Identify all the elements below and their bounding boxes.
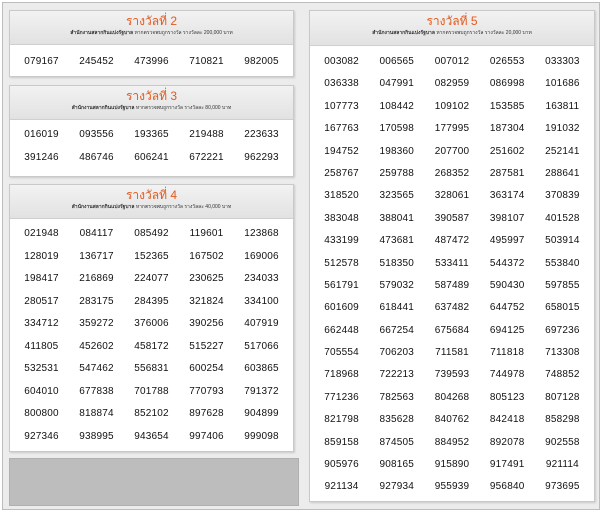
prize5-number: 590430 <box>489 279 525 291</box>
prize3-title: รางวัลที่ 3 <box>125 89 178 103</box>
prize5-number: 884952 <box>434 436 470 448</box>
prize5-number: 662448 <box>324 324 359 336</box>
prize4-number: 600254 <box>189 363 224 374</box>
prize5-number: 858298 <box>545 414 580 426</box>
prize5-number: 927934 <box>379 481 415 493</box>
prize5-number: 821798 <box>324 414 359 426</box>
prize3-number: 606241 <box>134 152 169 163</box>
prize4-number: 603865 <box>244 363 279 374</box>
prize5-number: 804268 <box>434 391 470 403</box>
prize5-number: 268352 <box>434 167 470 179</box>
prize5-number: 252141 <box>545 145 580 157</box>
prize4-number: 283175 <box>79 295 114 307</box>
prize2-number: 710821 <box>189 56 224 67</box>
prize3-number: 672221 <box>189 152 224 163</box>
prize4-number: 280517 <box>24 295 59 307</box>
prize5-number: 644752 <box>489 302 525 314</box>
prize4-number: 452602 <box>79 340 114 352</box>
prize5-number: 705554 <box>324 347 359 359</box>
prize3-number: 016019 <box>24 129 59 140</box>
prize4-number: 997406 <box>189 430 224 442</box>
prize5-number: 892078 <box>489 436 525 448</box>
prize5-number: 518350 <box>379 257 415 269</box>
prize3-number: 486746 <box>79 152 114 163</box>
prize5-number: 805123 <box>489 391 525 403</box>
prize4-number: 556831 <box>134 363 169 374</box>
prize5-number: 288641 <box>545 167 580 179</box>
prize4-number: 230625 <box>189 273 224 284</box>
prize3-subtitle-rest: หากตรวจพบถูกรางวัล รางวัลละ 80,000 บาท <box>135 105 232 111</box>
prize5-number: 840762 <box>434 414 470 426</box>
prize2-number: 079167 <box>24 56 59 67</box>
prize5-number: 328061 <box>434 190 470 202</box>
prize5-number: 921134 <box>324 481 359 493</box>
prize4-number: 458172 <box>134 340 169 352</box>
empty-gray-area <box>9 458 299 506</box>
prize5-number: 390587 <box>434 212 470 224</box>
prize4-number: 897628 <box>189 408 224 419</box>
prize4-number: 938995 <box>79 430 114 442</box>
prize5-number: 908165 <box>379 459 415 471</box>
prize4-number: 085492 <box>134 228 169 239</box>
prize2-subtitle-org: สำนักงานสลากกินแบ่งรัฐบาล <box>70 30 134 36</box>
prize4-number: 943654 <box>134 430 169 442</box>
prize5-number: 955939 <box>434 481 470 493</box>
prize4-number-grid <box>10 228 293 453</box>
prize5-subtitle <box>310 29 594 37</box>
prize5-number: 782563 <box>379 391 415 403</box>
prize5-number: 383048 <box>324 212 359 224</box>
prize5-number: 718968 <box>324 369 359 381</box>
prize4-number: 169006 <box>244 250 279 262</box>
prize2-title: รางวัลที่ 2 <box>125 14 178 28</box>
prize3-number: 193365 <box>134 129 169 140</box>
prize5-number: 667254 <box>379 324 415 336</box>
prize5-number: 905976 <box>324 459 359 471</box>
prize5-panel <box>309 10 595 502</box>
prize4-number: 152365 <box>134 250 169 262</box>
prize2-number: 245452 <box>79 56 114 67</box>
prize5-number: 006565 <box>379 56 415 67</box>
prize5-number: 512578 <box>324 257 359 269</box>
prize5-number: 170598 <box>379 123 415 135</box>
prize5-number: 711581 <box>435 347 469 359</box>
prize5-number: 739593 <box>434 369 470 381</box>
prize5-title: รางวัลที่ 5 <box>426 14 478 28</box>
prize5-number: 637482 <box>434 302 470 314</box>
prize4-number: 123868 <box>244 228 279 239</box>
prize5-number: 194752 <box>324 145 359 157</box>
prize5-number: 363174 <box>489 190 525 202</box>
prize5-number: 713308 <box>545 347 580 359</box>
prize5-number: 259788 <box>379 167 415 179</box>
prize5-number: 533411 <box>435 257 469 269</box>
prize5-subtitle-rest: หากตรวจพบถูกรางวัล รางวัลละ 20,000 บาท <box>436 30 532 36</box>
prize4-number: 119601 <box>189 228 224 239</box>
prize4-panel <box>9 184 294 452</box>
prize5-number: 553840 <box>545 257 580 269</box>
prize4-number: 904899 <box>244 408 279 419</box>
prize4-number: 224077 <box>134 273 169 284</box>
prize5-number: 495997 <box>489 235 525 247</box>
prize5-number: 323565 <box>379 190 415 202</box>
prize5-number: 711818 <box>490 347 525 359</box>
prize5-number: 835628 <box>379 414 415 426</box>
prize5-number: 153585 <box>489 100 525 112</box>
prize4-number: 167502 <box>189 250 224 262</box>
prize4-number: 411805 <box>24 340 59 352</box>
prize5-number: 047991 <box>379 78 415 90</box>
prize4-subtitle <box>10 203 293 211</box>
prize4-number: 999098 <box>244 430 279 442</box>
prize5-number: 473681 <box>379 235 415 247</box>
prize5-number: 033303 <box>545 56 580 67</box>
prize5-number: 706203 <box>379 347 415 359</box>
prize3-number: 223633 <box>244 129 279 140</box>
prize2-number: 473996 <box>134 56 169 67</box>
prize4-number: 770793 <box>189 385 224 397</box>
prize5-number: 003082 <box>324 56 359 67</box>
prize5-number: 921114 <box>545 459 579 471</box>
prize2-header <box>10 11 293 45</box>
prize2-panel <box>9 10 294 77</box>
prize4-header <box>10 185 293 219</box>
prize3-subtitle <box>10 104 293 112</box>
prize5-number: 251602 <box>489 145 525 157</box>
prize4-number: 334100 <box>244 295 279 307</box>
prize5-number: 198360 <box>379 145 415 157</box>
prize5-number: 748852 <box>545 369 580 381</box>
prize4-number: 359272 <box>79 318 114 329</box>
prize5-number: 433199 <box>324 235 359 247</box>
prize5-number: 388041 <box>379 212 415 224</box>
prize5-number: 587489 <box>434 279 470 291</box>
prize4-number: 927346 <box>24 430 59 442</box>
prize4-subtitle-org: สำนักงานสลากกินแบ่งรัฐบาล <box>71 204 135 210</box>
prize5-number: 258767 <box>324 167 359 179</box>
prize4-number: 517066 <box>244 340 279 352</box>
prize5-number: 207700 <box>434 145 470 157</box>
prize4-number: 136717 <box>79 250 114 262</box>
prize4-number: 321824 <box>189 295 224 307</box>
prize5-number: 318520 <box>324 190 359 202</box>
prize2-number: 982005 <box>244 56 279 67</box>
prize3-subtitle-org: สำนักงานสลากกินแบ่งรัฐบาล <box>71 105 135 111</box>
prize4-number: 677838 <box>79 385 114 397</box>
prize5-number: 694125 <box>489 324 525 336</box>
prize5-number: 036338 <box>324 78 359 90</box>
prize5-number: 187304 <box>489 123 525 135</box>
prize5-number: 370839 <box>545 190 580 202</box>
prize5-number: 807128 <box>545 391 580 403</box>
prize4-number: 818874 <box>79 408 114 419</box>
prize3-panel <box>9 85 294 177</box>
prize5-number: 398107 <box>489 212 525 224</box>
prize3-header <box>10 86 293 120</box>
prize5-number: 177995 <box>434 123 470 135</box>
prize2-subtitle <box>10 29 293 37</box>
prize5-number: 579032 <box>379 279 415 291</box>
prize5-number: 086998 <box>489 78 525 90</box>
prize4-number: 407919 <box>244 318 279 329</box>
prize5-number: 401528 <box>545 212 580 224</box>
prize5-number: 163811 <box>545 100 580 112</box>
prize5-number: 503914 <box>545 235 580 247</box>
prize5-number: 287581 <box>489 167 525 179</box>
prize4-number: 128019 <box>24 250 59 262</box>
prize5-number: 191032 <box>545 123 580 135</box>
prize4-number: 532531 <box>24 363 59 374</box>
prize4-title: รางวัลที่ 4 <box>125 188 178 202</box>
prize4-number: 547462 <box>79 363 114 374</box>
prize5-number: 007012 <box>434 56 470 67</box>
prize5-number: 675684 <box>434 324 470 336</box>
prize5-number: 487472 <box>434 235 470 247</box>
prize5-number: 697236 <box>545 324 580 336</box>
prize5-number: 859158 <box>324 436 359 448</box>
prize4-number: 604010 <box>24 385 59 397</box>
prize5-number: 618441 <box>379 302 415 314</box>
prize4-number: 800800 <box>24 408 59 419</box>
prize5-number: 109102 <box>434 100 470 112</box>
prize5-number: 973695 <box>545 481 580 493</box>
prize5-number: 101686 <box>545 78 580 90</box>
prize3-number-grid <box>10 129 293 175</box>
prize5-number: 902558 <box>545 436 580 448</box>
prize4-number: 334712 <box>24 318 59 329</box>
prize5-subtitle-org: สำนักงานสลากกินแบ่งรัฐบาล <box>372 30 435 36</box>
prize4-number: 284395 <box>134 295 169 307</box>
prize5-number: 597855 <box>545 279 580 291</box>
prize2-number-grid <box>10 56 293 67</box>
prize5-number: 915890 <box>434 459 470 471</box>
prize5-number: 167763 <box>324 123 359 135</box>
prize5-number: 082959 <box>434 78 470 90</box>
prize5-number: 917491 <box>489 459 525 471</box>
prize5-number: 561791 <box>324 279 359 291</box>
prize5-number: 771236 <box>324 391 359 403</box>
prize5-number: 544372 <box>489 257 525 269</box>
prize4-number: 376006 <box>134 318 169 329</box>
prize4-number: 791372 <box>244 385 279 397</box>
prize5-number: 744978 <box>489 369 525 381</box>
prize5-number: 658015 <box>545 302 580 314</box>
prize5-header <box>310 11 594 46</box>
prize4-number: 390256 <box>189 318 224 329</box>
prize4-number: 852102 <box>134 408 169 419</box>
prize5-number: 108442 <box>379 100 415 112</box>
prize4-number: 701788 <box>134 385 169 397</box>
prize5-number-grid <box>310 56 594 504</box>
prize5-number: 107773 <box>324 100 359 112</box>
prize4-number: 084117 <box>79 228 114 239</box>
prize4-number: 234033 <box>244 273 279 284</box>
prize5-number: 842418 <box>489 414 525 426</box>
prize4-subtitle-rest: หากตรวจพบถูกรางวัล รางวัลละ 40,000 บาท <box>135 204 232 210</box>
prize5-number: 026553 <box>489 56 525 67</box>
prize3-number: 093556 <box>79 129 114 140</box>
prize5-number: 601609 <box>324 302 359 314</box>
prize5-number: 874505 <box>379 436 415 448</box>
prize5-number: 722213 <box>379 369 415 381</box>
prize4-number: 198417 <box>24 273 59 284</box>
prize2-subtitle-rest: หากตรวจพบถูกรางวัล รางวัลละ 200,000 บาท <box>134 30 233 36</box>
prize3-number: 391246 <box>24 152 59 163</box>
prize4-number: 021948 <box>24 228 59 239</box>
prize4-number: 216869 <box>79 273 114 284</box>
prize3-number: 219488 <box>189 129 224 140</box>
prize5-number: 956840 <box>489 481 525 493</box>
prize3-number: 962293 <box>244 152 279 163</box>
prize4-number: 515227 <box>189 340 224 352</box>
